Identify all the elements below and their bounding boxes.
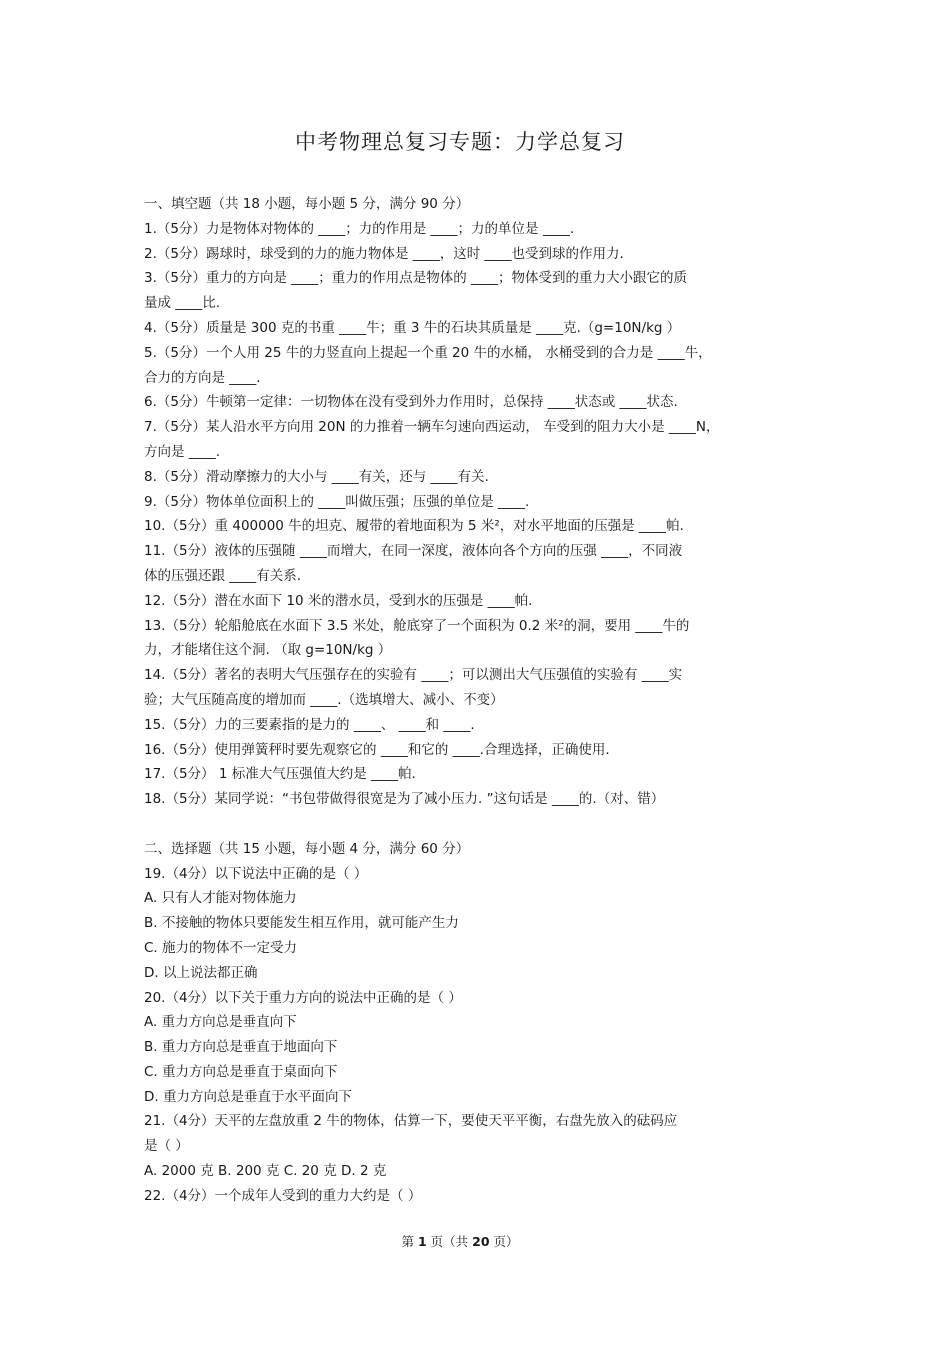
question-line: 体的压强还跟 ____有关系. [144,567,302,584]
question-line: 18.（5分）某同学说：“书包带做得很宽是为了减小压力. ”这句话是 ____的.（对、错） [144,791,665,808]
section-heading: 二、选择题（共 15 小题，每小题 4 分，满分 60 分） [144,840,470,857]
option-line: A. 2000 克 B. 200 克 C. 20 克 D. 2 克 [144,1163,387,1180]
option-line: A. 只有人才能对物体施力 [144,890,297,907]
question-line: 5.（5分）一个人用 25 牛的力竖直向上提起一个重 20 牛的水桶， 水桶受到的合力是 ____牛， [144,344,712,361]
question-line: 验；大气压随高度的增加而 ____.（选填增大、减小、不变） [144,691,504,708]
option-line: D. 重力方向总是垂直于水平面向下 [144,1088,352,1105]
question-line: 11.（5分）液体的压强随 ____而增大，在同一深度，液体向各个方向的压强 ____，不同液 [144,543,683,560]
footer-page-number: 1 [417,1234,427,1249]
footer-suffix: 页） [489,1234,519,1249]
option-line: C. 重力方向总是垂直于桌面向下 [144,1063,338,1080]
section-fill-in [144,192,809,812]
option-line: A. 重力方向总是垂直向下 [144,1014,297,1031]
footer-prefix: 第 [401,1234,418,1249]
question-line: 13.（5分）轮船舱底在水面下 3.5 米处，舱底穿了一个面积为 0.2 米²的洞，要用 ____牛的 [144,617,690,634]
question-line: 6.（5分）牛顿第一定律：一切物体在没有受到外力作用时，总保持 ____状态或 ____状态. [144,394,678,411]
question-line: 14.（5分）著名的表明大气压强存在的实验有 ____；可以测出大气压强值的实验有 ____实 [144,667,683,684]
question-line: 21.（4分）天平的左盘放重 2 牛的物体，估算一下，要使天平平衡，右盘先放入的砝码应 [144,1113,678,1130]
section-heading: 一、填空题（共 18 小题，每小题 5 分，满分 90 分） [144,196,470,212]
question-line: 10.（5分）重 400000 牛的坦克、履带的着地面积为 5 米²，对水平地面的压强是 ____帕. [144,518,684,535]
question-line: 17.（5分） 1 标准大气压强值大约是 ____帕. [144,766,416,783]
question-line: 是（ ） [144,1138,189,1155]
page-footer [0,1232,920,1250]
question-line: 9.（5分）物体单位面积上的 ____叫做压强；压强的单位是 ____. [144,493,530,510]
question-line: 8.（5分）滑动摩擦力的大小与 ____有关，还与 ____有关. [144,468,489,485]
question-line: 1.（5分）力是物体对物体的 ____；力的作用是 ____；力的单位是 ____. [144,220,575,237]
option-line: B. 不接触的物体只要能发生相互作用，就可能产生力 [144,915,459,932]
question-line: 16.（5分）使用弹簧秤时要先观察它的 ____和它的 ____.合理选择，正确使用. [144,741,610,758]
question-line: 7.（5分）某人沿水平方向用 20N 的力推着一辆车匀速向西运动， 车受到的阻力大小是 ____N， [144,419,720,436]
question-line: 20.（4分）以下关于重力方向的说法中正确的是（ ） [144,989,462,1006]
option-line: B. 重力方向总是垂直于地面向下 [144,1039,338,1056]
option-line: C. 施力的物体不一定受力 [144,939,298,956]
document-title: 中考物理总复习专题：力学总复习 [295,130,625,154]
question-line: 合力的方向是 ____. [144,369,261,386]
document-body [144,192,809,1209]
question-line: 力，才能堵住这个洞. （取 g=10N/kg ） [144,642,392,659]
option-line: D. 以上说法都正确 [144,964,258,981]
question-line: 19.（4分）以下说法中正确的是（ ） [144,865,368,882]
question-line: 15.（5分）力的三要素指的是力的 ____、 ____和 ____. [144,716,475,733]
question-line: 3.（5分）重力的方向是 ____；重力的作用点是物体的 ____；物体受到的重力大小跟它的质 [144,270,688,287]
footer-total-pages: 20 [472,1234,490,1249]
section-multiple-choice [144,837,809,1209]
section-spacer [144,812,809,837]
question-line: 2.（5分）踢球时，球受到的力的施力物体是 ____，这时 ____也受到球的作用力. [144,245,624,262]
question-line: 方向是 ____. [144,443,221,460]
question-line: 量成 ____比. [144,295,221,312]
footer-middle: 页（共 [426,1234,473,1249]
question-line: 12.（5分）潜在水面下 10 米的潜水员，受到水的压强是 ____帕. [144,592,533,609]
question-line: 4.（5分）质量是 300 克的书重 ____牛；重 3 牛的石块其质量是 ____克.（g=10N/kg ） [144,319,681,336]
question-line: 22.（4分）一个成年人受到的重力大约是（ ） [144,1187,422,1204]
